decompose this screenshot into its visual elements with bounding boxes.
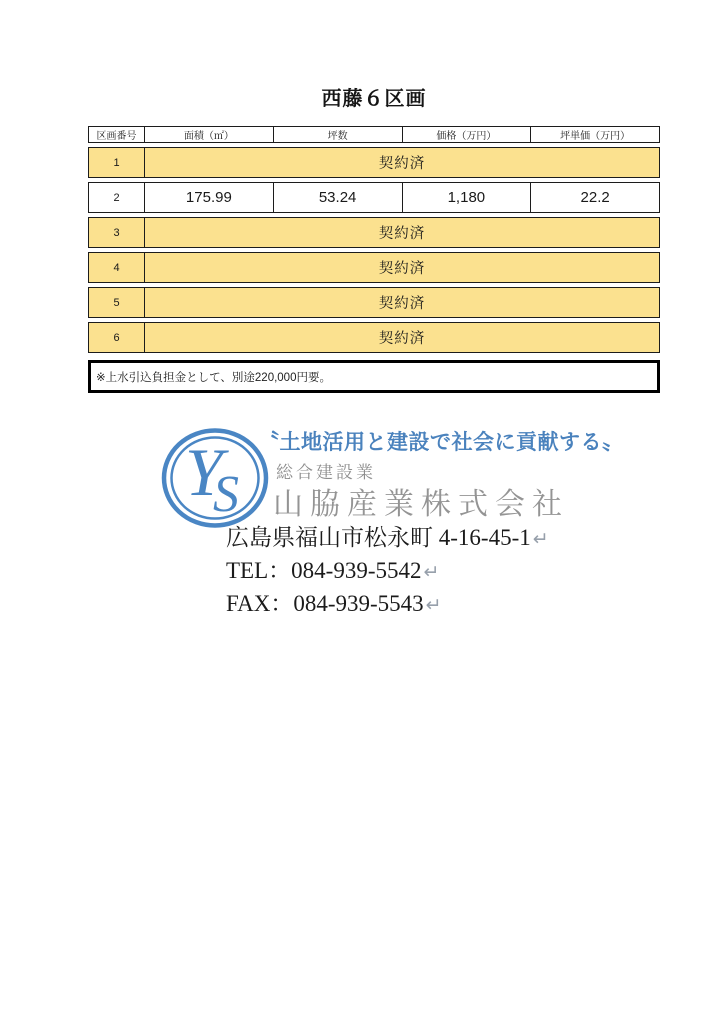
fax-label: FAX：	[226, 591, 294, 616]
lot-number: 4	[89, 253, 144, 282]
area-value: 175.99	[144, 183, 273, 212]
logo-letter-y: Y	[185, 434, 223, 510]
tel-line	[226, 555, 549, 588]
table-row-5	[88, 287, 660, 318]
header-price: 価格（万円）	[402, 127, 531, 142]
table-header-row	[88, 126, 660, 143]
table-row-2	[88, 182, 660, 213]
lot-number: 3	[89, 218, 144, 247]
lot-number: 1	[89, 148, 144, 177]
status-contracted: 契約済	[144, 288, 659, 317]
header-unit-price: 坪単価（万円）	[530, 127, 659, 142]
table-row-4	[88, 252, 660, 283]
status-contracted: 契約済	[144, 253, 659, 282]
address-text: 広島県福山市松永町 4-16-45-1	[226, 525, 531, 550]
table-row-3	[88, 217, 660, 248]
logo-letter-s: S	[213, 466, 239, 523]
header-lot-number: 区画番号	[96, 131, 137, 142]
status-contracted: 契約済	[144, 323, 659, 352]
return-mark-icon: ↵	[425, 594, 442, 616]
note-box	[88, 360, 660, 393]
address-line	[226, 522, 549, 555]
lot-number: 2	[113, 191, 120, 204]
lot-table	[88, 126, 660, 357]
header-area: 面積（㎡）	[144, 127, 273, 142]
company-business-type: 総合建設業	[276, 463, 376, 482]
company-address-block	[226, 522, 549, 621]
return-mark-icon: ↵	[532, 528, 549, 550]
tsubo-value: 53.24	[273, 183, 402, 212]
table-row-6	[88, 322, 660, 353]
table-row-1	[88, 147, 660, 178]
status-contracted: 契約済	[144, 218, 659, 247]
price-value: 1,180	[402, 183, 531, 212]
company-name: 山脇産業株式会社	[273, 488, 569, 521]
fax-number: 084-939-5543	[293, 591, 424, 616]
return-mark-icon: ↵	[423, 561, 440, 583]
tel-label: TEL：	[226, 558, 292, 583]
page-title: 西藤６区画	[321, 88, 427, 110]
company-tagline: 〝土地活用と建設で社会に貢献する〟	[258, 431, 624, 454]
status-contracted: 契約済	[144, 148, 659, 177]
fax-line	[226, 588, 549, 621]
unit-price-value: 22.2	[530, 183, 659, 212]
lot-number: 5	[89, 288, 144, 317]
tel-number: 084-939-5542	[291, 558, 422, 583]
header-tsubo: 坪数	[273, 127, 402, 142]
note-text: ※上水引込負担金として、別途220,000円要。	[96, 371, 331, 384]
lot-number: 6	[89, 323, 144, 352]
company-logo-ys-icon	[161, 428, 269, 528]
